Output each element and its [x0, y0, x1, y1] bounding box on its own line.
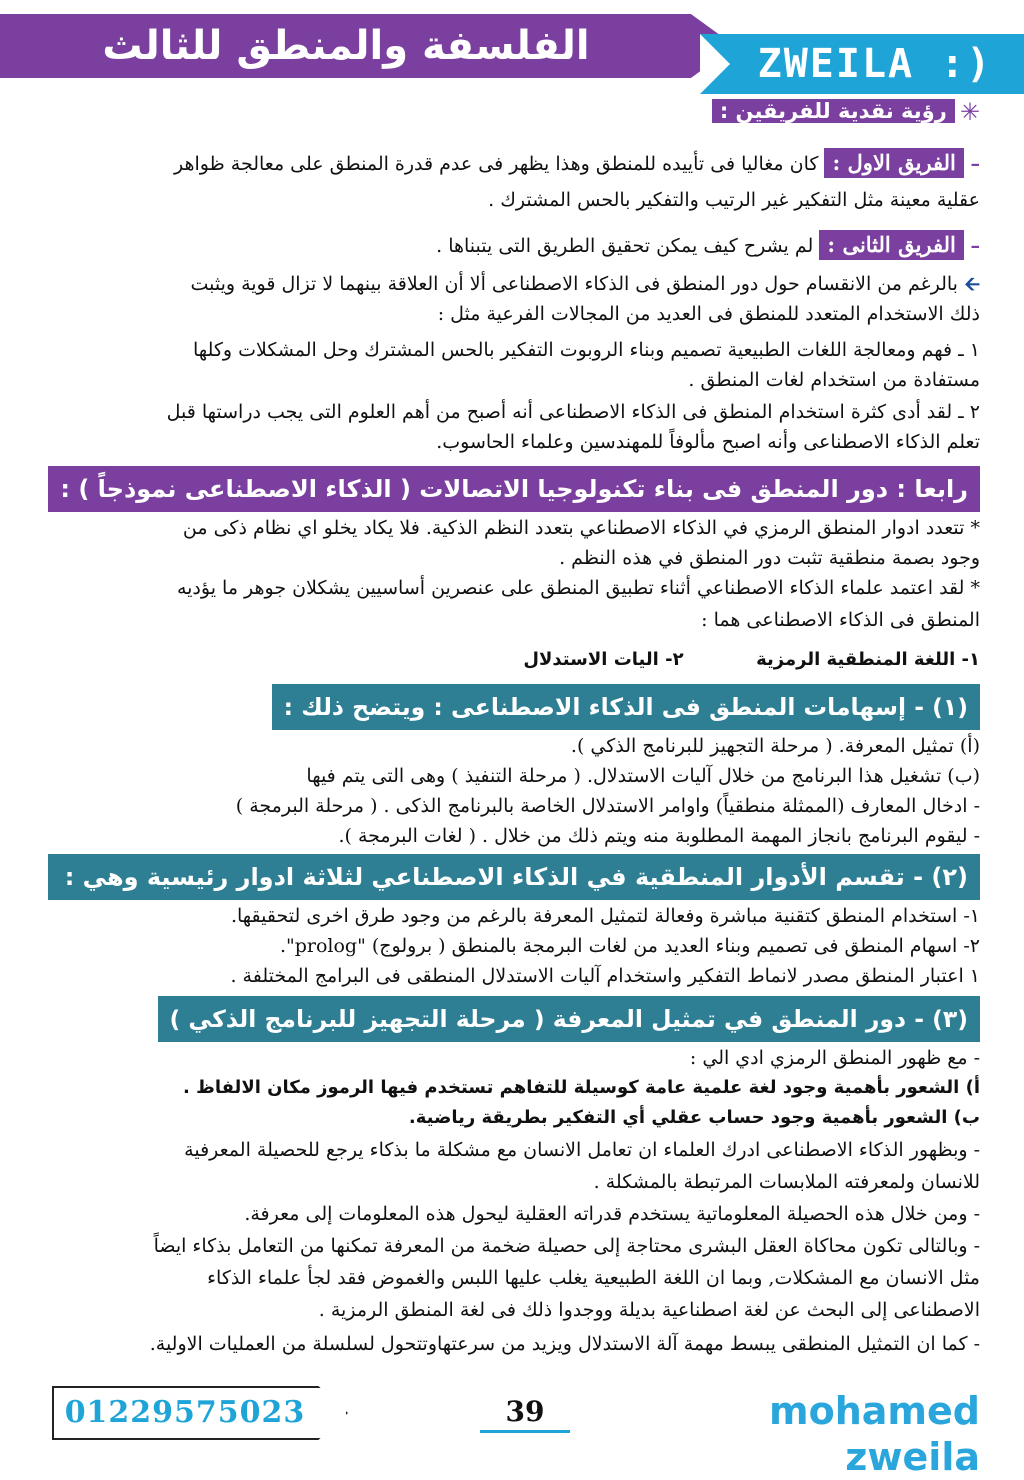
- section-2-line-3: ١ اعتبار المنطق مصدر لانماط التفكير واستخدام آليات الاستدلال المنطقى فى البرامج المختلفة .: [230, 965, 980, 987]
- section-3-line-10: - كما ان التمثيل المنطقى يبسط مهمة آلة الاستدلال ويزيد من سرعتهاوتتحول لسلسلة من العمليات الاولية.: [149, 1333, 980, 1355]
- section-3-line-4: - وبظهور الذكاء الاصطناعى ادرك العلماء ان تعامل الانسان مع مشكلة ما بذكاء يرجع للحصيلة المعرفية: [184, 1139, 980, 1161]
- section-3-line-5: للانسان ولمعرفته الملابسات المرتبطة بالمشكلة .: [593, 1171, 980, 1193]
- intro-line-1: [28, 270, 980, 298]
- critique-heading-row: [710, 96, 980, 132]
- section-3-line-1: - مع ظهور المنطق الرمزي ادي الي :: [689, 1047, 980, 1069]
- section-4-p2: * لقد اعتمد علماء الذكاء الاصطناعي أثناء تطبيق المنطق على عنصرين أساسيين يشكلان جوهر ما يؤديه: [176, 577, 980, 599]
- section-4-p1: * تتعدد ادوار المنطق الرمزي في الذكاء الاصطناعي بتعدد النظم الذكية. فلا يكاد يخلو اي نظام ذكى من: [182, 517, 980, 539]
- section-2-line-2: ٢- اسهام المنطق فى تصميم وبناء العديد من لغات البرمجة بالمنطق ( برولوج) "prolog".: [279, 935, 980, 957]
- star-bullet: ✳: [959, 98, 980, 126]
- team2-row: [28, 230, 980, 262]
- section-3-line-6: - ومن خلال هذه الحصيلة المعلوماتية يستخدم قدراته العقلية ليحول هذه المعلومات إلى معرفة.: [244, 1203, 980, 1225]
- element-1: ١- اللغة المنطقية الرمزية: [756, 649, 980, 670]
- intro-item-2-cont: تعلم الذكاء الاصطناعى وأنه اصبح مألوفاً للمهندسين وعلماء الحاسوب.: [436, 431, 980, 453]
- page-number: 39: [505, 1395, 545, 1428]
- section-1-line-2: (ب) تشغيل هذا البرنامج من خلال آليات الاستدلال. ( مرحلة التنفيذ ) وهى التى يتم فيها: [306, 765, 980, 787]
- section-3-title: (٣) - دور المنطق في تمثيل المعرفة ( مرحلة التجهيز للبرنامج الذكي ): [158, 996, 980, 1042]
- team1-text: كان مغاليا فى تأييده للمنطق وهذا يظهر فى عدم قدرة المنطق على معالجة ظواهر: [174, 153, 819, 175]
- intro-item-1-cont: مستفادة من استخدام لغات المنطق .: [688, 369, 980, 391]
- section-1-title: (١) - إسهامات المنطق فى الذكاء الاصطناعى : ويتضح ذلك :: [272, 684, 980, 730]
- dash-bullet: –: [963, 235, 980, 257]
- intro-text: بالرغم من الانقسام حول دور المنطق فى الذكاء الاصطناعى ألا أن العلاقة بينهما لا تزال قوية ويثبت: [190, 273, 958, 295]
- section-3-line-8: مثل الانسان مع المشكلات, وبما ان اللغة الطبيعية يغلب عليها اللبس والغموض فقد لجأ علماء الذكاء: [207, 1267, 980, 1289]
- section-4-elements: [28, 646, 980, 674]
- section-1-line-1: (أ) تمثيل المعرفة. ( مرحلة التجهيز للبرنامج الذكي ).: [570, 735, 980, 757]
- brand-logo: ZWEILA :): [757, 41, 993, 87]
- section-1-line-3: - ادخال المعارف (الممثلة منطقياً) واوامر الاستدلال الخاصة بالبرنامج الذكى . ( مرحلة البرمجة ): [235, 795, 980, 817]
- dash-bullet: –: [963, 153, 980, 175]
- team2-text: لم يشرح كيف يمكن تحقيق الطريق التى يتبناها .: [436, 235, 814, 257]
- section-3-line-9: الاصطناعى إلى البحث عن لغة اصطناعية بديلة ووجدوا ذلك فى لغة المنطق الرمزية .: [318, 1299, 980, 1321]
- team1-text-cont: عقلية معينة مثل التفكير غير الرتيب والتفكير بالحس المشترك .: [488, 189, 980, 211]
- page-number-underline: [480, 1430, 570, 1433]
- team1-row: [28, 148, 980, 180]
- header-title: الفلسفة والمنطق للثالث الثانوى: [102, 23, 590, 129]
- section-3-line-2: أ) الشعور بأهمية وجود لغة علمية عامة كوسيلة للتفاهم تستخدم فيها الرموز مكان الالفاظ .: [183, 1077, 980, 1098]
- arrow-left-icon: 🡨: [957, 273, 980, 295]
- section-3-line-7: - وبالتالى تكون محاكاة العقل البشرى محتاجة إلى حصيلة ضخمة من المعرفة تمكنها من التعامل بذكاء ايضاً: [153, 1235, 980, 1257]
- section-4-title: رابعا : دور المنطق فى بناء تكنولوجيا الاتصالات ( الذكاء الاصطناعى نموذجاً ) :: [48, 466, 980, 512]
- phone-number: 01229575023: [64, 1395, 306, 1430]
- section-2-line-1: ١- استخدام المنطق كتقنية مباشرة وفعالة لتمثيل المعرفة بالرغم من وجود طرق اخرى لتحقيقها.: [230, 905, 980, 927]
- intro-item-1: ١ ـ فهم ومعالجة اللغات الطبيعية تصميم وبناء الروبوت التفكير بالحس المشترك وحل المشكلات وكلها: [193, 339, 980, 361]
- critique-heading: رؤية نقدية للفريقين :: [712, 99, 955, 123]
- section-4-p2-cont: المنطق فى الذكاء الاصطناعى هما :: [701, 609, 980, 631]
- team1-label: الفريق الاول :: [824, 148, 963, 178]
- team2-label: الفريق الثانى :: [819, 230, 964, 260]
- intro-item-2: ٢ ـ لقد أدى كثرة استخدام المنطق فى الذكاء الاصطناعى أنه أصبح من أهم العلوم التى يجب دراستها قبل: [166, 401, 980, 423]
- intro-line-2: ذلك الاستخدام المتعدد للمنطق فى العديد من المجالات الفرعية مثل :: [437, 303, 980, 325]
- section-3-line-3: ب) الشعور بأهمية وجود حساب عقلي أي التفكير بطريقة رياضية.: [408, 1107, 980, 1128]
- section-4-p1-cont: وجود بصمة منطقية تثبت دور المنطق في هذه النظم .: [559, 547, 980, 569]
- element-2: ٢- اليات الاستدلال: [523, 649, 684, 670]
- section-2-title: (٢) - تقسم الأدوار المنطقية في الذكاء الاصطناعي لثلاثة ادوار رئيسية وهي :: [48, 854, 980, 900]
- section-1-line-4: - ليقوم البرنامج بانجاز المهمة المطلوبة منه ويتم ذلك من خلال . ( لغات البرمجة ).: [338, 825, 980, 847]
- author-name: mohamed zweila: [769, 1389, 980, 1479]
